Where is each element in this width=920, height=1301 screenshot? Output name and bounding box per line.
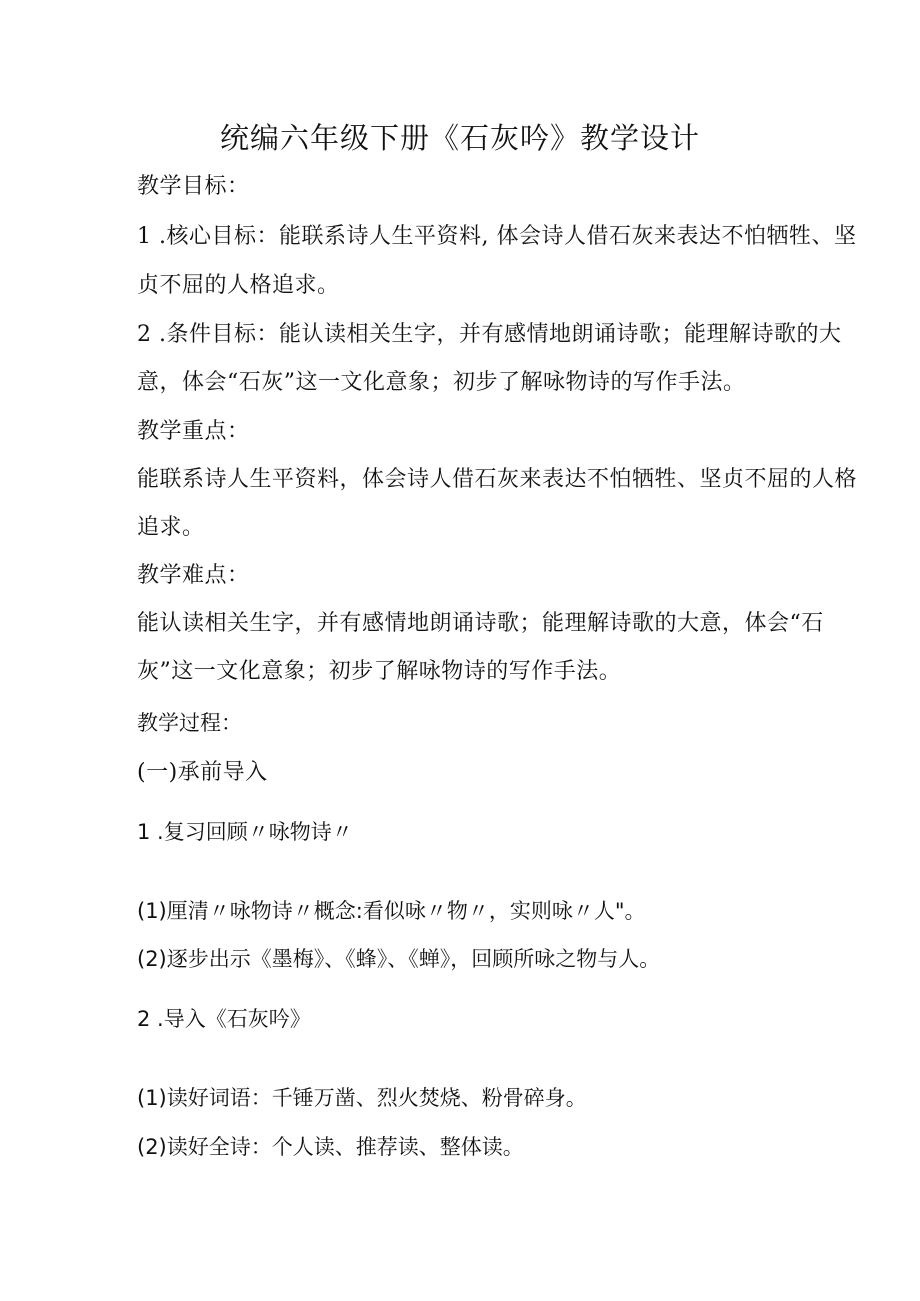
step-1-item-2: (2)逐步出示《墨梅》、《蜂》、《蝉》，回顾所咏之物与人。 <box>137 947 661 971</box>
objectives-heading: 教学目标： <box>137 174 250 199</box>
process-heading: 教学过程： <box>137 711 242 735</box>
key-points-line-2: 追求。 <box>137 515 205 540</box>
step-1-item-1: (1)厘清〃咏物诗〃概念:看似咏〃物〃，实则咏〃人"。 <box>137 899 646 923</box>
key-points-line-1: 能联系诗人生平资料，体会诗人借石灰来表达不怕牺牲、坚贞不屈的人格 <box>137 467 858 492</box>
objective-1-line-2: 贞不屈的人格追求。 <box>137 273 340 298</box>
objective-1-line-1: 1 .核心目标：能联系诗人生平资料, 体会诗人借石灰来表达不怕牺牲、坚 <box>137 224 857 249</box>
step-2-item-2: (2)读好全诗：个人读、推荐读、整体读。 <box>137 1135 524 1159</box>
difficulties-line-2: 灰”这一文化意象；初步了解咏物诗的写作手法。 <box>137 659 622 684</box>
difficulties-heading: 教学难点： <box>137 563 250 588</box>
step-2-heading: 2 .导入《石灰吟》 <box>137 1007 311 1031</box>
step-1-heading: 1 .复习回顾〃咏物诗〃 <box>137 820 353 844</box>
key-points-heading: 教学重点： <box>137 419 250 444</box>
objective-2-line-2: 意，体会“石灰”这一文化意象；初步了解咏物诗的写作手法。 <box>137 370 746 395</box>
objective-2-line-1: 2 .条件目标：能认读相关生字，并有感情地朗诵诗歌；能理解诗歌的大 <box>137 322 842 347</box>
section-1-heading: (一)承前导入 <box>137 760 268 785</box>
document-title: 统编六年级下册《石灰吟》教学设计 <box>219 121 700 155</box>
difficulties-line-1: 能认读相关生字，并有感情地朗诵诗歌；能理解诗歌的大意，体会“石 <box>137 611 824 636</box>
step-2-item-1: (1)读好词语：千锤万凿、烈火焚烧、粉骨碎身。 <box>137 1086 587 1110</box>
